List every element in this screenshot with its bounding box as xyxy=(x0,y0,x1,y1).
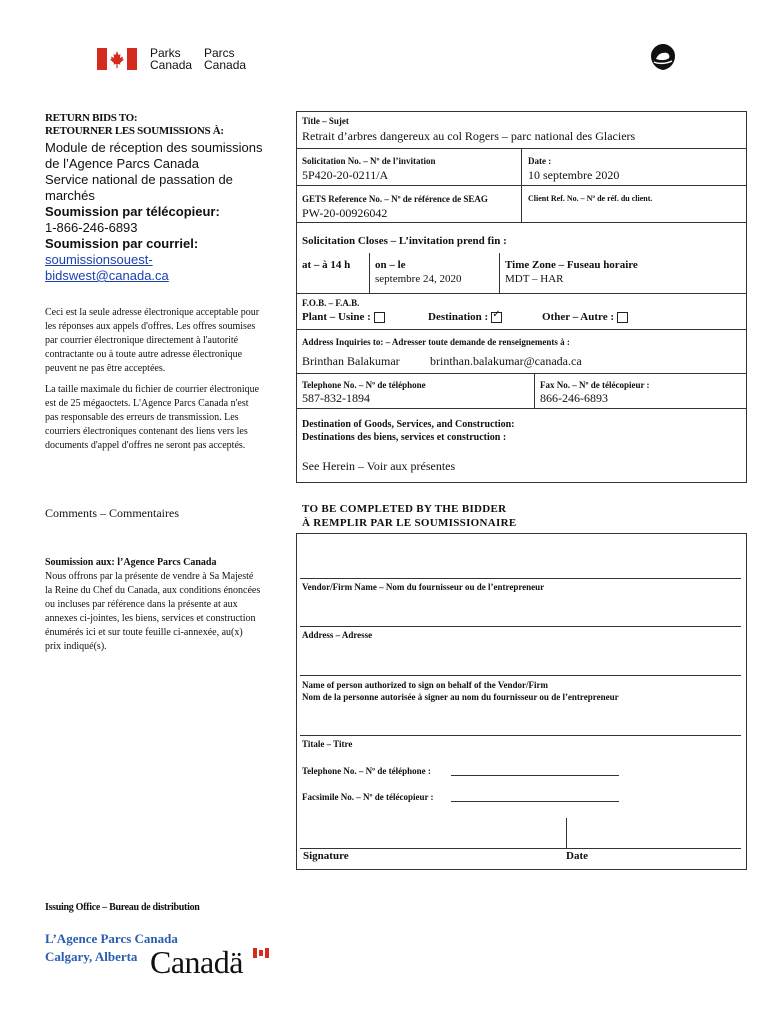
telephone2-line[interactable] xyxy=(451,775,619,776)
dest-goods-en: Destination of Goods, Services, and Construction: xyxy=(302,419,515,430)
dest-goods-fr: Destinations des biens, services et construction : xyxy=(302,432,507,443)
plant-checkbox[interactable] xyxy=(374,312,385,323)
issuing-office-label: Issuing Office – Bureau de distribution xyxy=(45,902,200,913)
other-checkbox[interactable] xyxy=(617,312,628,323)
at-time-label: at – à 14 h xyxy=(302,259,351,271)
facsimile-label: Facsimile No. – Nº de télécopieur : xyxy=(302,792,434,802)
facsimile-line[interactable] xyxy=(451,801,619,802)
wordmark-text: Canadä xyxy=(150,944,243,980)
submission-title: Soumission aux: l’Agence Parcs Canada xyxy=(45,557,217,568)
signature-line[interactable] xyxy=(300,848,741,849)
module-line2: de l’Agence Parcs Canada xyxy=(45,156,199,171)
telephone-value: 587-832-1894 xyxy=(302,391,370,405)
date-value: 10 septembre 2020 xyxy=(528,168,620,182)
destination-option xyxy=(428,311,502,323)
address-line[interactable] xyxy=(300,626,741,627)
title-label: Title – Sujet xyxy=(302,116,349,126)
email-note-1: Ceci est la seule adresse électronique acceptable pour les réponses aux appels d'offres. Les offres soumises par courrier électronique directement à l'autorité contractante ou à toute autre adresse électronique peuvent ne pas être acceptées. xyxy=(45,307,260,374)
email-submission-label: Soumission par courriel: xyxy=(45,236,199,251)
bidder-title-label: Titale – Titre xyxy=(302,739,353,749)
canada-wordmark xyxy=(150,944,270,980)
on-label: on – le xyxy=(375,259,406,271)
address-inquiries-label: Address Inquiries to: – Adresser toute demande de renseignements à : xyxy=(302,337,570,347)
solicitation-no-label: Solicitation No. – Nº de l’invitation xyxy=(302,156,436,166)
submission-block: Soumission aux: l’Agence Parcs Canada Nous offrons par la présente de vendre à Sa Majesté la Reine du Chef du Canada, aux conditions énoncées ou incluses par référence dans la présente at aux annexes ci-jointes, les biens, services et construction énumérés ici et sur toute feuille ci-annexée, au(x) prix indiqué(s). xyxy=(45,556,295,654)
bidder-heading-en: TO BE COMPLETED BY THE BIDDER xyxy=(302,503,507,515)
return-bids-heading: RETURN BIDS TO: xyxy=(45,112,138,124)
title-line[interactable] xyxy=(300,735,741,736)
service-line1: Service national de passation de xyxy=(45,172,233,187)
canada-flag-icon xyxy=(97,48,137,70)
parks-fr-line1: Parcs xyxy=(204,46,235,60)
gets-ref-value: PW-20-00926042 xyxy=(302,206,388,220)
wordmark-flag-icon xyxy=(253,948,269,958)
client-ref-label: Client Ref. No. – Nº de réf. du client. xyxy=(528,194,653,203)
email-link-part1[interactable]: soumissionsouest- xyxy=(45,252,153,267)
see-herein: See Herein – Voir aux présentes xyxy=(302,459,456,473)
timezone-value: MDT – HAR xyxy=(505,273,564,285)
authorized-name-line[interactable] xyxy=(300,675,741,676)
telephone2-label: Telephone No. – Nº de téléphone : xyxy=(302,766,431,776)
fob-label: F.O.B. – F.A.B. xyxy=(302,298,360,308)
address-label: Address – Adresse xyxy=(302,630,373,640)
fax-value: 866-246-6893 xyxy=(540,391,608,405)
timezone-label: Time Zone – Fuseau horaire xyxy=(505,259,638,271)
retourner-heading: RETOURNER LES SOUMISSIONS À: xyxy=(45,125,224,137)
vendor-name-line[interactable] xyxy=(300,578,741,579)
parks-fr-line2: Canada xyxy=(204,58,247,72)
parks-canada-signature xyxy=(97,48,257,72)
parks-en-line1: Parks xyxy=(150,46,181,60)
vendor-name-label: Vendor/Firm Name – Nom du fournisseur ou de l’entrepreneur xyxy=(302,582,545,592)
destination-label: Destination : xyxy=(428,311,489,323)
beaver-emblem-icon xyxy=(648,43,678,71)
title-value: Retrait d’arbres dangereux au col Rogers – parc national des Glaciers xyxy=(302,129,636,143)
telephone-label: Telephone No. – Nº de téléphone xyxy=(302,380,426,390)
service-line2: marchés xyxy=(45,188,95,203)
fax-label: Fax No. – Nº de télécopieur : xyxy=(540,380,650,390)
solicitation-no-value: 5P420-20-0211/A xyxy=(302,168,389,182)
on-value: septembre 24, 2020 xyxy=(375,273,462,285)
bidder-heading-fr: À REMPLIR PAR LE SOUMISSIONAIRE xyxy=(302,517,517,529)
gets-ref-label: GETS Reference No. – Nº de référence de SEAG xyxy=(302,194,488,204)
date2-label: Date xyxy=(566,850,588,862)
module-line1: Module de réception des soumissions xyxy=(45,140,263,155)
plant-option xyxy=(302,311,385,323)
parks-en-line2: Canada xyxy=(150,58,193,72)
agency-name: L’Agence Parcs Canada xyxy=(45,931,178,946)
destination-checkbox[interactable] xyxy=(491,312,502,323)
email-note-2: La taille maximale du fichier de courrier électronique est de 25 mégaoctets. L'Agence Parcs Canada n'est pas responsable des erreurs de transmission. Les courriers électroniques contenant des liens vers les documents d'appel d'offres ne seront pas acceptés. xyxy=(45,384,260,451)
other-label: Other – Autre : xyxy=(542,311,614,323)
agency-city: Calgary, Alberta xyxy=(45,949,138,964)
contact-name: Brinthan Balakumar xyxy=(302,354,400,368)
other-option xyxy=(542,311,628,323)
email-link-part2[interactable]: bidswest@canada.ca xyxy=(45,268,169,283)
signature-label: Signature xyxy=(303,850,349,862)
fax-submission-number: 1-866-246-6893 xyxy=(45,220,138,235)
closes-label: Solicitation Closes – L’invitation prend fin : xyxy=(302,235,507,247)
authorized-label-fr: Nom de la personne autorisée à signer au nom du fournisseur ou de l’entrepreneur xyxy=(302,692,619,702)
comments-label: Comments – Commentaires xyxy=(45,506,179,520)
contact-email: brinthan.balakumar@canada.ca xyxy=(430,354,582,368)
plant-label: Plant – Usine : xyxy=(302,311,371,323)
fax-submission-label: Soumission par télécopieur: xyxy=(45,204,220,219)
authorized-label-en: Name of person authorized to sign on behalf of the Vendor/Firm xyxy=(302,680,548,690)
date-label: Date : xyxy=(528,156,552,166)
